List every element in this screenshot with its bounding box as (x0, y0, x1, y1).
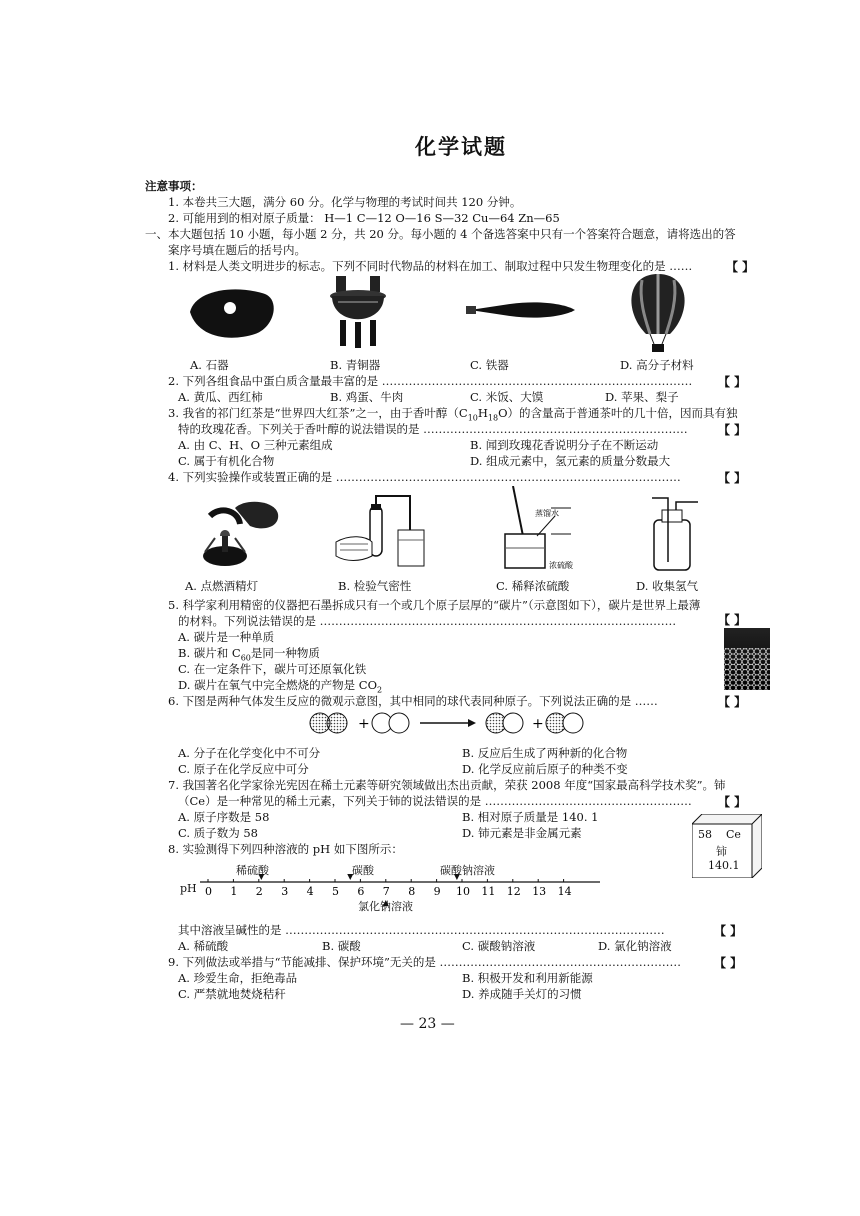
q6-option-d: D. 化学反应前后原子的种类不变 (462, 762, 628, 776)
dilution-apparatus-image (505, 486, 574, 570)
q9-option-d: D. 养成随手关灯的习惯 (462, 987, 582, 1001)
element-symbol: Ce (726, 828, 741, 841)
q7-option-c: C. 质子数为 58 (178, 826, 258, 840)
gas-collection-bottle-image (652, 498, 698, 570)
q5-option-c: C. 在一定条件下，碳片可还原氧化铁 (178, 662, 367, 676)
ph-tick-label: 5 (332, 885, 339, 898)
q6-answer-bracket[interactable]: 【 】 (718, 695, 747, 709)
ph-scale (180, 860, 610, 916)
q4-answer-bracket[interactable]: 【 】 (718, 471, 747, 485)
plus-sign: + (532, 716, 544, 732)
q9-stem: 9. 下列做法或举措与“节能减排、保护环境”无关的是 ……………………………………………………… (168, 955, 682, 969)
ph-tick-label: 9 (433, 885, 441, 898)
sodium-chloride-label: 氯化钠溶液 (358, 900, 413, 913)
atomic-number: 58 (698, 828, 712, 841)
q3-stem-line-1: 3. 我省的祁门红茶是“世界四大红茶”之一，由于香叶醇$(C_{10}H_{18}O)$的含量高于普通茶叶的几十倍，因而具有独 (168, 406, 738, 423)
ph-tick-label: 12 (506, 885, 521, 898)
dilute-sulfuric-acid-label: 稀硫酸 (236, 864, 269, 877)
q4-images (180, 486, 720, 578)
q7-option-a: A. 原子序数是 58 (178, 810, 270, 824)
airtightness-apparatus-image (336, 496, 424, 566)
note-1: 1. 本卷共三大题，满分 60 分。化学与物理的考试时间共 120 分钟。 (168, 195, 522, 209)
reactant-molecule-1 (310, 713, 347, 733)
q1-option-c: C. 铁器 (470, 358, 509, 372)
q6-stem: 6. 下图是两种气体发生反应的微观示意图，其中相同的球代表同种原子。下列说法正确的是 …… (168, 694, 658, 708)
ph-tick-label: 1 (230, 885, 238, 898)
q7-option-b: B. 相对原子质量是 140. 1 (462, 810, 599, 824)
q7-stem-line-2: （Ce）是一种常见的稀土元素，下列关于铈的说法错误的是 ……………………………………………… (178, 794, 692, 808)
q4-stem: 4. 下列实验操作或装置正确的是 ……………………………………………………………………………… (168, 470, 681, 484)
q7-stem-line-1: 7. 我国著名化学家徐光宪因在稀土元素等研究领域做出杰出贡献，荣获 2008 年度“国家最高科学技术奖”。铈 (168, 778, 726, 792)
distilled-water-label: 蒸馏水 (535, 509, 559, 518)
stone-tool-image (190, 289, 274, 337)
reaction-diagram (300, 710, 620, 736)
ph-tick-label: 11 (481, 885, 496, 898)
plus-sign: + (358, 716, 370, 732)
q6-option-b: B. 反应后生成了两种新的化合物 (462, 746, 628, 760)
ph-tick-label: 8 (408, 885, 416, 898)
q1-option-a: A. 石器 (190, 358, 229, 372)
q5-option-b: B. 碳片和 $C_{60}$是同一种物质 (178, 646, 320, 663)
alcohol-lamp-image (203, 502, 278, 566)
graphene-image (724, 628, 770, 690)
q1-stem: 1. 材料是人类文明进步的标志。下列不同时代物品的材料在加工、制取过程中只发生物理变化的是 …… (168, 259, 693, 273)
note-2: 2. 可能用到的相对原子质量： H—1 C—12 O—16 S—32 Cu—64 Zn—65 (168, 211, 560, 225)
q3-option-d: D. 组成元素中，氢元素的质量分数最大 (470, 454, 671, 468)
ph-tick-label: 4 (306, 885, 314, 898)
q1-answer-bracket[interactable]: 【 】 (726, 260, 755, 274)
q7-option-d: D. 铈元素是非金属元素 (462, 826, 582, 840)
q6-option-c: C. 原子在化学反应中可分 (178, 762, 309, 776)
q8-answer-bracket[interactable]: 【 】 (714, 924, 743, 938)
q4-option-c: C. 稀释浓硫酸 (496, 579, 570, 593)
q3-stem-line-2: 特的玫瑰花香。下列关于香叶醇的说法错误的是 …………………………………………………………… (178, 422, 688, 436)
q8-followup: 其中溶液呈碱性的是 ……………………………………………………………………………………… (178, 923, 665, 937)
reactant-molecule-2 (372, 713, 409, 733)
ph-tick-label: 13 (532, 885, 547, 898)
q9-option-b: B. 积极开发和利用新能源 (462, 971, 593, 985)
carbonic-acid-label: 碳酸 (352, 864, 374, 877)
q9-option-c: C. 严禁就地焚烧秸秆 (178, 987, 286, 1001)
section-instructions-line-2: 案序号填在题后的括号内。 (168, 243, 306, 257)
q2-answer-bracket[interactable]: 【 】 (718, 375, 747, 389)
q2-option-c: C. 米饭、大馍 (470, 390, 544, 404)
q9-option-a: A. 珍爱生命，拒绝毒品 (178, 971, 298, 985)
ph-tick-label: 7 (382, 885, 390, 898)
q2-option-b: B. 鸡蛋、牛肉 (330, 390, 404, 404)
q8-option-c: C. 碳酸钠溶液 (462, 939, 536, 953)
ph-axis-label: pH (180, 882, 197, 895)
q1-option-d: D. 高分子材料 (620, 358, 694, 372)
q9-answer-bracket[interactable]: 【 】 (714, 956, 743, 970)
q3-option-b: B. 闻到玫瑰花香说明分子在不断运动 (470, 438, 659, 452)
q4-option-b: B. 检验气密性 (338, 579, 412, 593)
q2-option-a: A. 黄瓜、西红柿 (178, 390, 263, 404)
ph-tick-label: 6 (357, 885, 365, 898)
product-molecule-2 (546, 713, 583, 733)
page-number: — 23 — (400, 1016, 455, 1032)
q5-answer-bracket[interactable]: 【 】 (718, 613, 747, 627)
q5-stem-line-2: 的材料。下列说法错误的是 ………………………………………………………………………………… (178, 614, 677, 628)
q2-stem: 2. 下列各组食品中蛋白质含量最丰富的是 ……………………………………………………………………… (168, 374, 693, 388)
q6-option-a: A. 分子在化学变化中不可分 (178, 746, 321, 760)
element-name: 铈 (716, 845, 727, 858)
reaction-arrow (420, 719, 476, 727)
section-instructions-line-1: 一、本大题包括 10 小题，每小题 2 分，共 20 分。每小题的 4 个备选答案中只有一个答案符合题意，请将选出的答 (145, 227, 736, 241)
q1-images (180, 272, 780, 358)
q1-option-b: B. 青铜器 (330, 358, 381, 372)
bronze-vessel-image (330, 276, 386, 348)
q5-option-a: A. 碳片是一种单质 (178, 630, 275, 644)
iron-tool-image (466, 302, 575, 317)
ph-tick-label: 10 (456, 885, 470, 898)
concentrated-acid-label: 浓硫酸 (549, 561, 573, 570)
q8-stem: 8. 实验测得下列四种溶液的 pH 如下图所示： (168, 842, 403, 856)
q5-option-d: D. 碳片在氧气中完全燃烧的产物是 $CO_2$ (178, 678, 383, 695)
q3-option-a: A. 由 C、H、O 三种元素组成 (178, 438, 333, 452)
element-card-cerium (692, 814, 762, 878)
q3-option-c: C. 属于有机化合物 (178, 454, 275, 468)
q8-option-a: A. 稀硫酸 (178, 939, 229, 953)
product-molecule-1 (486, 713, 523, 733)
q8-option-d: D. 氯化钠溶液 (598, 939, 672, 953)
q5-stem-line-1: 5. 科学家利用精密的仪器把石墨拆成只有一个或几个原子层厚的“碳片”（示意图如下），碳片是世界上最薄 (168, 598, 701, 612)
ph-tick-label: 3 (281, 885, 289, 898)
atomic-mass: 140.1 (708, 859, 740, 872)
ph-tick-label: 14 (557, 885, 572, 898)
q3-answer-bracket[interactable]: 【 】 (718, 423, 747, 437)
page-title: 化学试题 (415, 135, 507, 159)
sodium-carbonate-label: 碳酸钠溶液 (440, 864, 495, 877)
q7-answer-bracket[interactable]: 【 】 (718, 795, 747, 809)
notes-heading: 注意事项： (145, 179, 203, 193)
hot-air-balloon-image (631, 274, 684, 352)
q2-option-d: D. 苹果、梨子 (605, 390, 679, 404)
q4-option-d: D. 收集氢气 (636, 579, 699, 593)
ph-tick-label: 0 (205, 885, 212, 898)
q8-option-b: B. 碳酸 (322, 939, 361, 953)
q4-option-a: A. 点燃酒精灯 (185, 579, 259, 593)
ph-tick-label: 2 (255, 885, 263, 898)
